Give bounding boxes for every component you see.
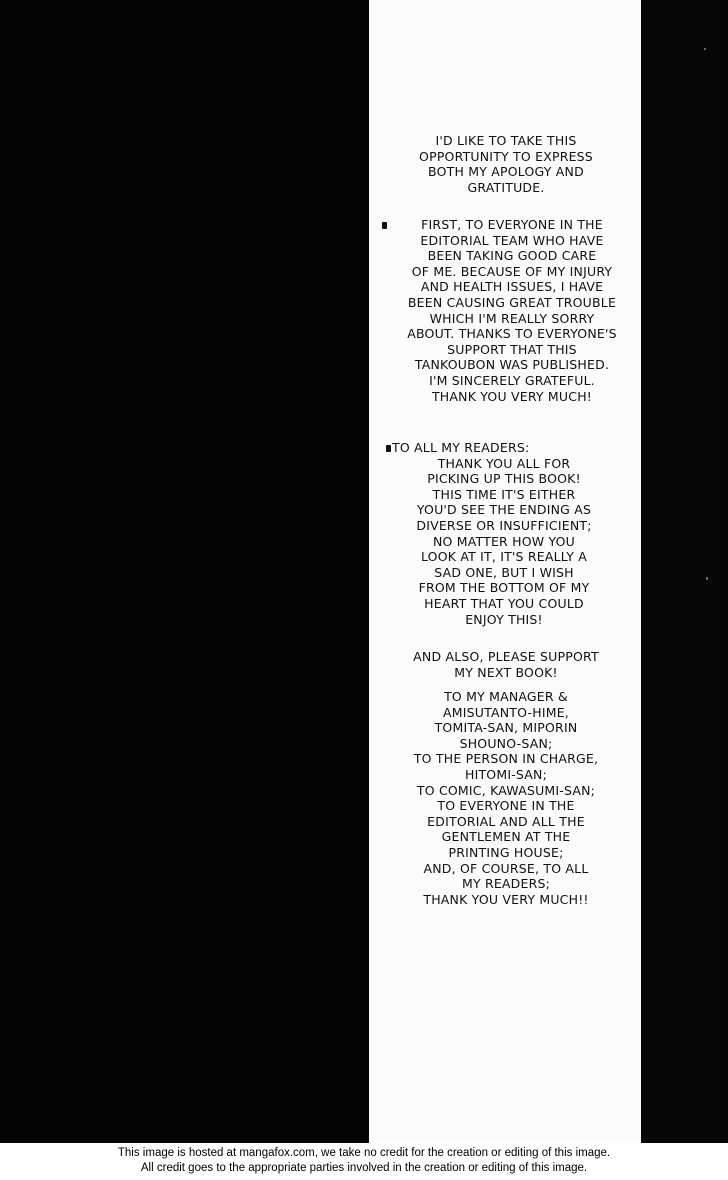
thanks-line: GENTLEMEN AT THE — [441, 829, 571, 845]
editorial-line: AND HEALTH ISSUES, I HAVE — [420, 279, 604, 295]
readers-line: THIS TIME IT'S EITHER — [432, 486, 576, 502]
thanks-line: AMISUTANTO-HIME, — [443, 704, 569, 720]
editorial-line: ABOUT. THANKS TO EVERYONE'S — [407, 326, 617, 342]
support-line: AND ALSO, PLEASE SUPPORT — [413, 649, 599, 664]
thanks-line: TO COMIC, KAWASUMI-SAN; — [416, 782, 596, 798]
support-line: MY NEXT BOOK! — [454, 664, 558, 680]
readers-line: NO MATTER HOW YOU — [432, 533, 576, 549]
editorial-line: SUPPORT THAT THIS — [447, 341, 577, 357]
hosting-credit-footer — [0, 1146, 728, 1176]
thanks-line: THANK YOU VERY MUCH!! — [423, 891, 589, 907]
readers-line: ENJOY THIS! — [465, 611, 543, 627]
editorial-line: TANKOUBON WAS PUBLISHED. — [414, 357, 610, 373]
editorial-line: I'M SINCERELY GRATEFUL. — [429, 372, 595, 388]
readers-line: HEART THAT YOU COULD — [424, 595, 584, 611]
thanks-line: TO THE PERSON IN CHARGE, — [413, 751, 599, 767]
editorial-line: THANK YOU VERY MUCH! — [431, 388, 593, 404]
readers-line: FROM THE BOTTOM OF MY — [418, 580, 590, 596]
editorial-line: BEEN TAKING GOOD CARE — [427, 248, 597, 264]
dark-panel-right — [641, 0, 728, 1143]
thanks-line: TOMITA-SAN, MIPORIN — [434, 720, 578, 736]
readers-line: YOU'D SEE THE ENDING AS — [416, 502, 592, 518]
thanks-line: EDITORIAL AND ALL THE — [427, 813, 585, 829]
readers-line: DIVERSE OR INSUFFICIENT; — [416, 517, 592, 533]
readers-line: THANK YOU ALL FOR — [437, 455, 571, 471]
thanks-line: HITOMI-SAN; — [464, 766, 548, 782]
footer-line-2: All credit goes to the appropriate parties involved in the creation or editing of this image. — [140, 1162, 588, 1174]
thanks-line: SHOUNO-SAN; — [459, 735, 553, 751]
thanks-line: TO EVERYONE IN THE — [437, 798, 575, 814]
intro-line: OPPORTUNITY TO EXPRESS — [419, 148, 593, 164]
readers-line: PICKING UP THIS BOOK! — [427, 471, 581, 487]
scan-speck — [706, 577, 708, 580]
readers-line: TO ALL MY READERS: — [392, 440, 530, 455]
thanks-line: PRINTING HOUSE; — [448, 844, 564, 860]
editorial-line: OF ME. BECAUSE OF MY INJURY — [411, 263, 613, 279]
readers-line: SAD ONE, BUT I WISH — [434, 564, 574, 580]
thanks-line: MY READERS; — [461, 876, 551, 892]
editorial-line: EDITORIAL TEAM WHO HAVE — [420, 232, 604, 248]
intro-line: I'D LIKE TO TAKE THIS — [435, 133, 577, 148]
footer-line-1: This image is hosted at mangafox.com, we take no credit for the creation or editing of this image. — [117, 1147, 611, 1159]
dark-panel-left — [0, 0, 369, 1143]
support-paragraph — [378, 649, 634, 680]
editorial-line: FIRST, TO EVERYONE IN THE — [421, 217, 603, 232]
intro-line: GRATITUDE. — [467, 179, 545, 195]
editorial-line: WHICH I'M REALLY SORRY — [429, 310, 595, 326]
thanks-line: AND, OF COURSE, TO ALL — [423, 860, 589, 876]
scan-speck — [704, 48, 706, 50]
readers-paragraph — [376, 440, 632, 627]
thanks-paragraph — [378, 689, 634, 907]
intro-paragraph — [378, 133, 634, 195]
thanks-line: TO MY MANAGER & — [444, 689, 568, 704]
readers-line: LOOK AT IT, IT'S REALLY A — [420, 549, 588, 565]
editorial-line: BEEN CAUSING GREAT TROUBLE — [407, 294, 617, 310]
intro-line: BOTH MY APOLOGY AND — [428, 164, 584, 180]
editorial-paragraph — [384, 217, 640, 404]
